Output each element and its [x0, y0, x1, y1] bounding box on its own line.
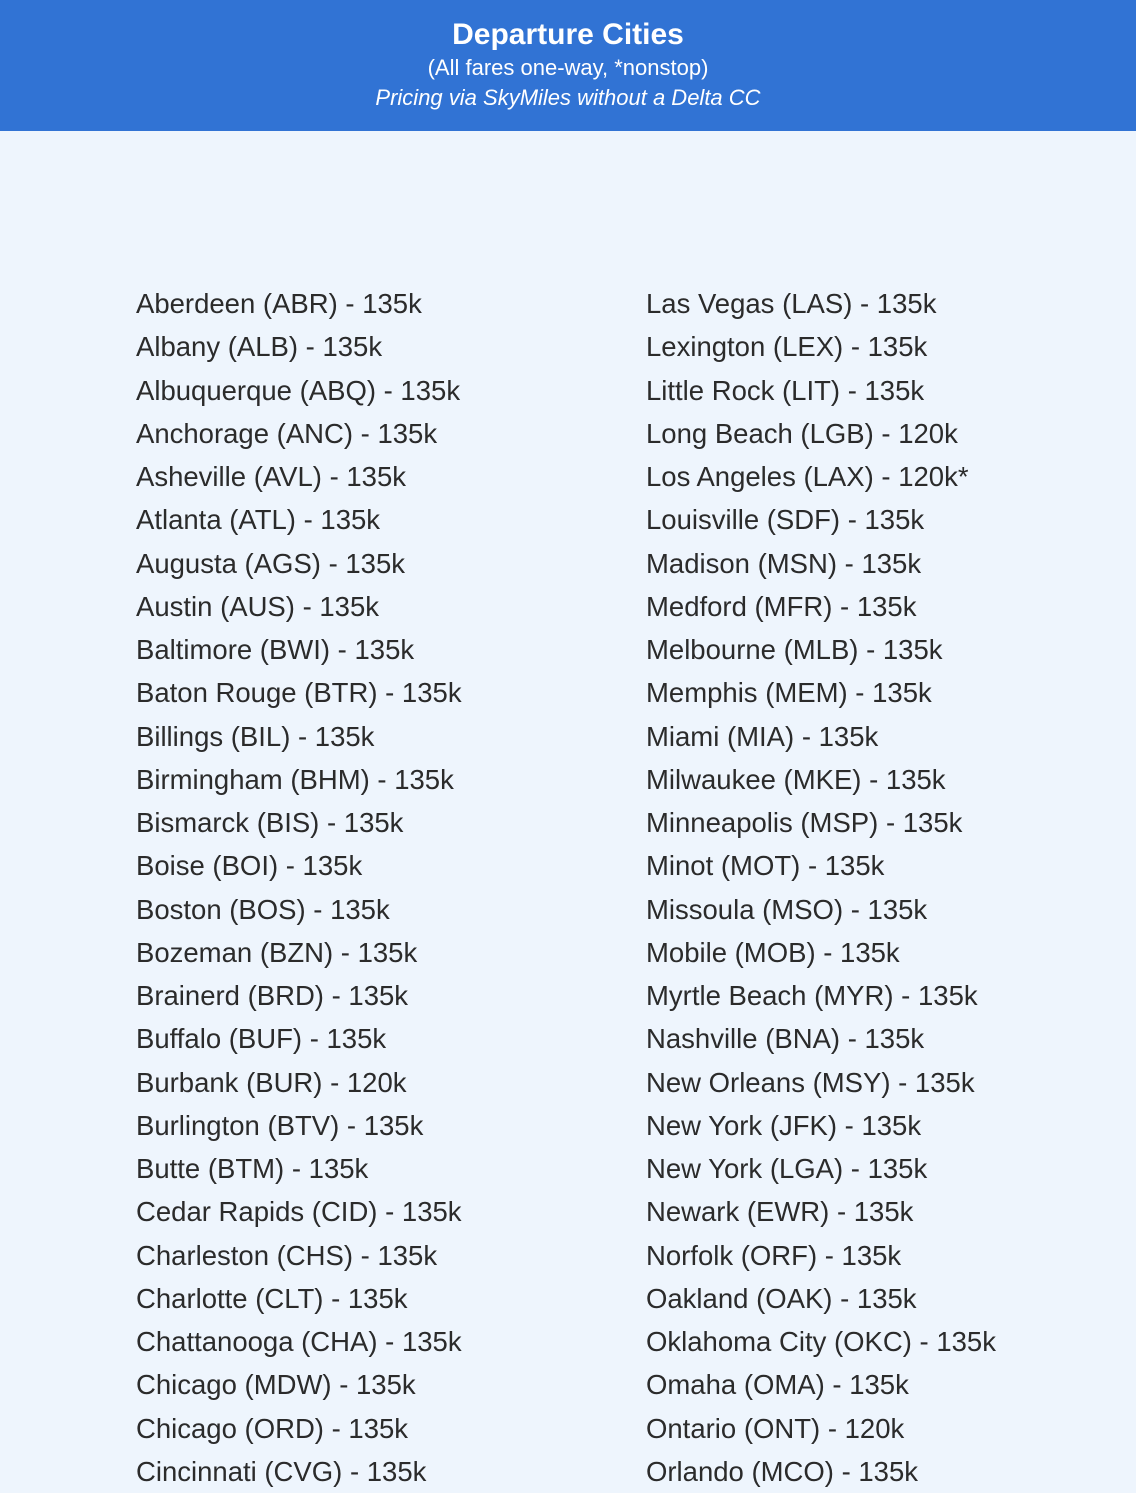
- city-fare-item: Bismarck (BIS) - 135k: [136, 807, 404, 838]
- city-fare-item: Myrtle Beach (MYR) - 135k: [646, 980, 978, 1011]
- city-fare-item: Louisville (SDF) - 135k: [646, 504, 925, 536]
- city-fare-item: Chicago (ORD) - 135k: [136, 1412, 409, 1444]
- city-fare-item: Asheville (AVL) - 135k: [136, 461, 407, 492]
- city-fare-item: Billings (BIL) - 135k: [136, 720, 375, 752]
- city-fare-item: Nashville (BNA) - 135k: [646, 1023, 925, 1055]
- city-column-left: [136, 282, 462, 1493]
- city-column-right: [646, 282, 996, 1493]
- city-fare-item: Boston (BOS) - 135k: [136, 893, 390, 925]
- page-title: Departure Cities: [452, 18, 684, 51]
- city-fare-item: Baton Rouge (BTR) - 135k: [136, 677, 462, 709]
- page-header: [0, 0, 1136, 131]
- city-fare-item: Anchorage (ANC) - 135k: [136, 417, 438, 449]
- city-fare-item: Milwaukee (MKE) - 135k: [646, 763, 946, 795]
- city-fare-item: New Orleans (MSY) - 135k: [646, 1066, 975, 1098]
- city-fare-item: Albany (ALB) - 135k: [136, 331, 383, 363]
- city-fare-item: Cincinnati (CVG) - 135k: [136, 1455, 427, 1487]
- city-fare-item: Albuquerque (ABQ) - 135k: [136, 374, 461, 406]
- city-fare-item: Baltimore (BWI) - 135k: [136, 634, 415, 665]
- city-fare-item: Miami (MIA) - 135k: [646, 720, 879, 752]
- city-fare-item: Augusta (AGS) - 135k: [136, 547, 406, 579]
- city-fare-item: Minneapolis (MSP) - 135k: [646, 807, 963, 838]
- city-fare-item: Atlanta (ATL) - 135k: [136, 504, 381, 536]
- city-fare-item: Burlington (BTV) - 135k: [136, 1109, 424, 1141]
- city-fare-item: Melbourne (MLB) - 135k: [646, 634, 943, 665]
- city-fare-item: Burbank (BUR) - 120k: [136, 1066, 407, 1098]
- city-fare-item: Minot (MOT) - 135k: [646, 850, 885, 882]
- city-fare-item: Norfolk (ORF) - 135k: [646, 1239, 902, 1271]
- city-fare-item: Missoula (MSO) - 135k: [646, 893, 928, 925]
- city-fare-item: Chattanooga (CHA) - 135k: [136, 1326, 462, 1357]
- city-fare-item: Mobile (MOB) - 135k: [646, 936, 900, 968]
- city-fare-item: Memphis (MEM) - 135k: [646, 677, 932, 709]
- city-fare-item: Birmingham (BHM) - 135k: [136, 763, 454, 795]
- city-fare-item: Buffalo (BUF) - 135k: [136, 1023, 387, 1055]
- city-fare-item: Charlotte (CLT) - 135k: [136, 1282, 408, 1314]
- city-fare-item: Aberdeen (ABR) - 135k: [136, 288, 422, 319]
- city-fare-item: Omaha (OMA) - 135k: [646, 1369, 909, 1401]
- city-fare-item: Long Beach (LGB) - 120k: [646, 417, 958, 449]
- city-fare-item: Ontario (ONT) - 120k: [646, 1412, 905, 1444]
- city-fare-item: Little Rock (LIT) - 135k: [646, 374, 925, 406]
- city-fare-item: Brainerd (BRD) - 135k: [136, 980, 409, 1011]
- page-subtitle: (All fares one-way, *nonstop): [427, 55, 709, 80]
- city-fare-item: New York (LGA) - 135k: [646, 1153, 928, 1184]
- city-fare-item: Oklahoma City (OKC) - 135k: [646, 1326, 996, 1357]
- city-fare-item: Orlando (MCO) - 135k: [646, 1455, 919, 1487]
- city-fare-item: Bozeman (BZN) - 135k: [136, 936, 418, 968]
- city-fare-item: Las Vegas (LAS) - 135k: [646, 288, 937, 319]
- city-fare-item: Medford (MFR) - 135k: [646, 590, 917, 622]
- city-fare-item: Butte (BTM) - 135k: [136, 1153, 369, 1184]
- city-fare-item: Lexington (LEX) - 135k: [646, 331, 928, 363]
- city-fare-item: New York (JFK) - 135k: [646, 1109, 922, 1141]
- city-fare-item: Newark (EWR) - 135k: [646, 1196, 914, 1228]
- city-fare-item: Oakland (OAK) - 135k: [646, 1282, 917, 1314]
- city-fare-item: Boise (BOI) - 135k: [136, 850, 363, 882]
- city-fare-item: Madison (MSN) - 135k: [646, 547, 922, 579]
- city-fare-item: Charleston (CHS) - 135k: [136, 1239, 438, 1271]
- city-fare-item: Cedar Rapids (CID) - 135k: [136, 1196, 462, 1228]
- city-fare-item: Chicago (MDW) - 135k: [136, 1369, 416, 1401]
- pricing-note: Pricing via SkyMiles without a Delta CC: [375, 85, 761, 110]
- city-fare-item: Austin (AUS) - 135k: [136, 590, 380, 622]
- city-fare-item: Los Angeles (LAX) - 120k*: [646, 461, 969, 492]
